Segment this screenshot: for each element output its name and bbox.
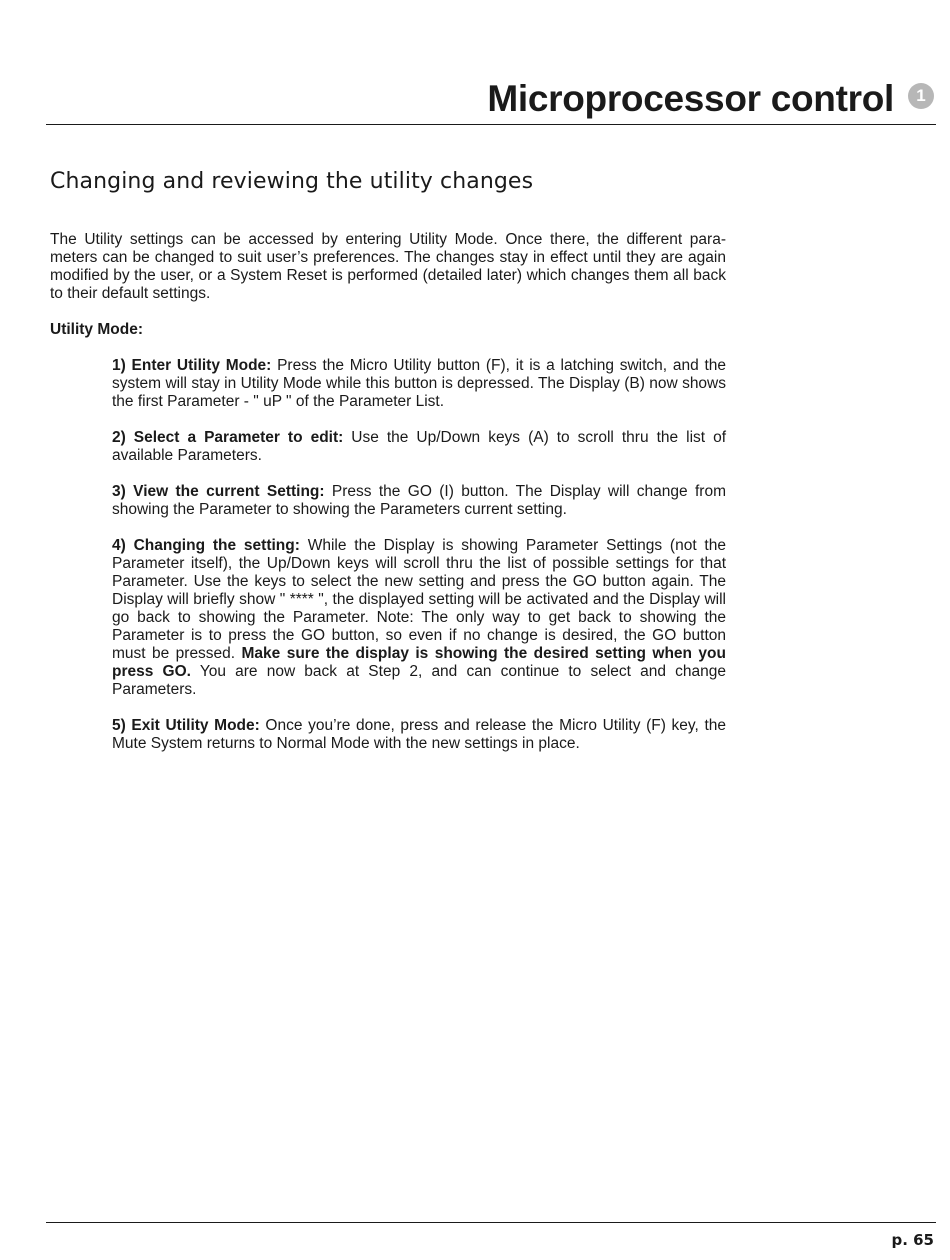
step-4-paragraph: [112, 537, 726, 699]
main-content: [50, 168, 726, 753]
page-footer: [46, 1222, 936, 1249]
step-1-lead: 1) Enter Utility Mode:: [112, 357, 272, 374]
step-4-lead: 4) Changing the setting:: [112, 537, 300, 554]
step-4-text: While the Display is showing Parameter Settings (not the Parameter itself), the Up/Down keys will scroll thru the list of possible settings for that Parameter. Use the keys to select the new setting and press the GO button again. The Display will briefly show " **** ", the displayed setting will be activated and the Display will go back to showing the Parameter. Note: The only way to get back to showing the Parameter is to press the GO button, so even if no change is desired, the GO button must be pressed.: [112, 537, 726, 662]
page-title: Microprocessor control: [487, 78, 894, 119]
page-header: [46, 78, 936, 125]
step-2-lead: 2) Select a Parameter to edit:: [112, 429, 344, 446]
step-2-paragraph: [112, 429, 726, 465]
intro-paragraph: The Utility settings can be accessed by entering Utility Mode. Once there, the different para-meters can be changed to suit user’s preferences. The changes stay in effect until they are again modified by the user, or a System Reset is performed (detailed later) which changes them all back to their default settings.: [50, 231, 726, 302]
steps-list: [112, 357, 726, 753]
step-5-paragraph: [112, 717, 726, 753]
step-3-paragraph: [112, 483, 726, 519]
utility-mode-heading: Utility Mode:: [50, 321, 143, 338]
chapter-number-badge: 1: [908, 83, 934, 109]
step-3-text: Press the GO (I) button. The Display will change from showing the Parameter to showing the Parameters current setting.: [112, 483, 726, 518]
step-1-paragraph: [112, 357, 726, 411]
step-3-lead: 3) View the current Setting:: [112, 483, 325, 500]
step-5-text: Once you’re done, press and release the Micro Utility (F) key, the Mute System returns to Normal Mode with the new settings in place.: [112, 717, 726, 752]
step-2-text: Use the Up/Down keys (A) to scroll thru the list of available Parameters.: [112, 429, 727, 464]
section-title: Changing and reviewing the utility changes: [50, 169, 534, 194]
step-4-emphasis: Make sure the display is showing the desired setting when you press GO.: [112, 645, 726, 680]
step-4-tail: You are now back at Step 2, and can continue to select and change Parameters.: [112, 663, 726, 698]
step-5-lead: 5) Exit Utility Mode:: [112, 717, 260, 734]
page-number: p. 65: [891, 1231, 934, 1249]
step-1-text: Press the Micro Utility button (F), it is a latching switch, and the system will stay in Utility Mode while this button is depressed. The Display (B) now shows the first Parameter - " uP " of the Parameter List.: [112, 357, 726, 410]
